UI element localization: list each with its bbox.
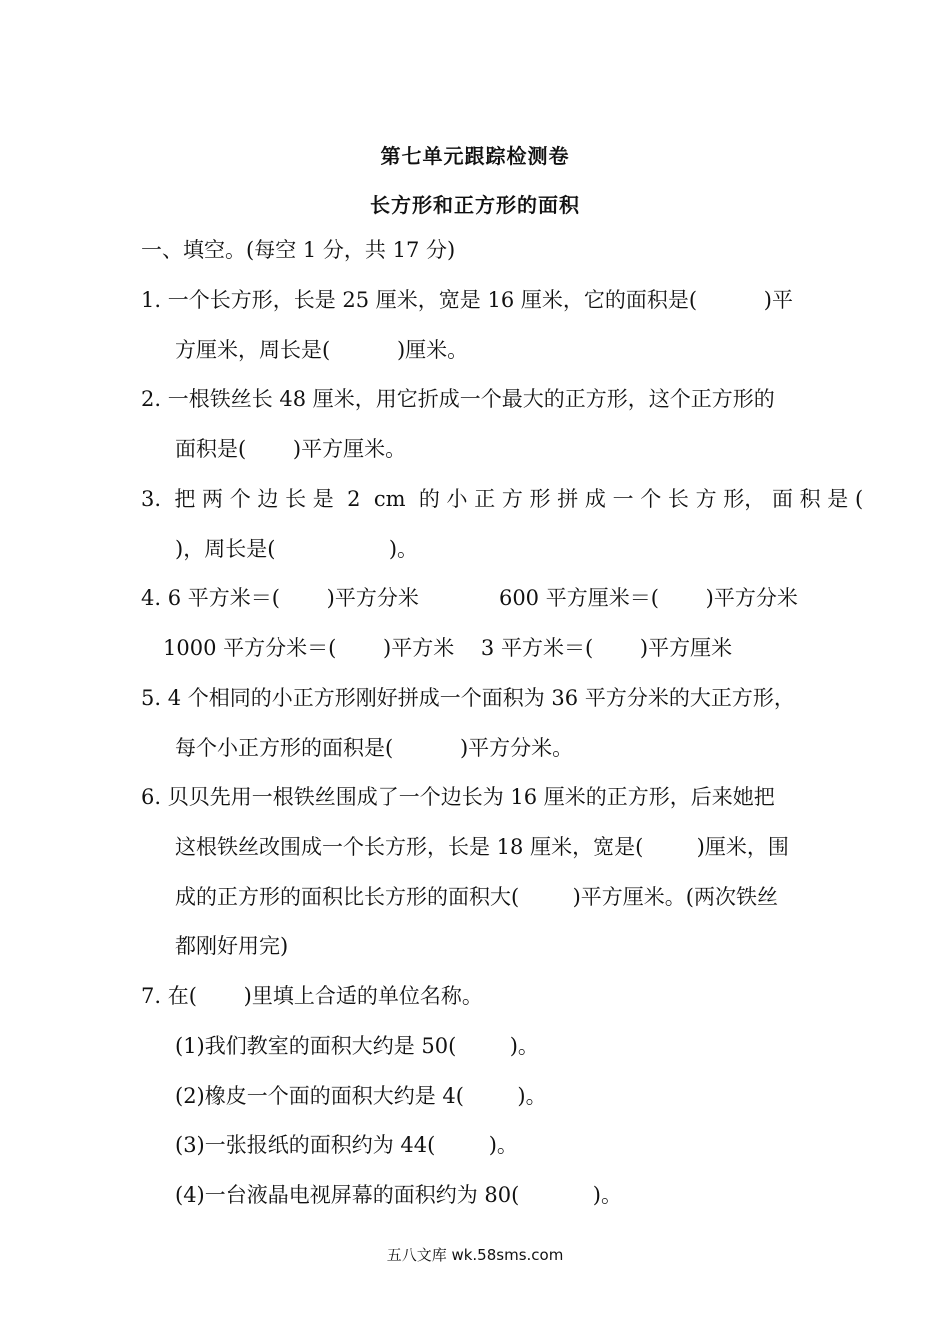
question-line: 3. 把 两 个 边 长 是 2 cm 的 小 正 方 形 拼 成 一 个 长 方 形， 面 积 是 ( [141,487,864,511]
question-line: 这根铁丝改围成一个长方形，长是 18 厘米，宽是( )厘米，围 [175,835,789,859]
question-line: (1)我们教室的面积大约是 50( )。 [175,1034,539,1058]
question-line: 成的正方形的面积比长方形的面积大( )平方厘米。(两次铁丝 [175,885,778,909]
question-line: 1000 平方分米＝( )平方米 3 平方米＝( )平方厘米 [163,636,733,660]
question-line: (3)一张报纸的面积约为 44( )。 [175,1133,518,1157]
question-line: (4)一台液晶电视屏幕的面积约为 80( )。 [175,1183,622,1207]
question-line: 2. 一根铁丝长 48 厘米，用它折成一个最大的正方形，这个正方形的 [141,387,775,411]
question-line: 都刚好用完) [175,934,289,958]
section-heading: 一、填空。(每空 1 分，共 17 分) [141,238,456,262]
question-line: (2)橡皮一个面的面积大约是 4( )。 [175,1084,547,1108]
footer-watermark: 五八文库 wk.58sms.com [386,1246,564,1264]
question-line: 5. 4 个相同的小正方形刚好拼成一个面积为 36 平方分米的大正方形， [141,686,795,710]
page-subtitle: 长方形和正方形的面积 [370,193,580,217]
question-line: 方厘米，周长是( )厘米。 [175,338,469,362]
question-line: )，周长是( )。 [175,537,419,561]
question-line: 6. 贝贝先用一根铁丝围成了一个边长为 16 厘米的正方形，后来她把 [141,785,775,809]
question-line: 1. 一个长方形，长是 25 厘米，宽是 16 厘米，它的面积是( )平 [141,288,793,312]
question-line: 面积是( )平方厘米。 [175,437,407,461]
question-line: 每个小正方形的面积是( )平方分米。 [175,736,574,760]
page-title: 第七单元跟踪检测卷 [380,144,570,168]
question-line: 7. 在( )里填上合适的单位名称。 [141,984,483,1008]
question-line: 4. 6 平方米＝( )平方分米 600 平方厘米＝( )平方分米 [141,586,798,610]
